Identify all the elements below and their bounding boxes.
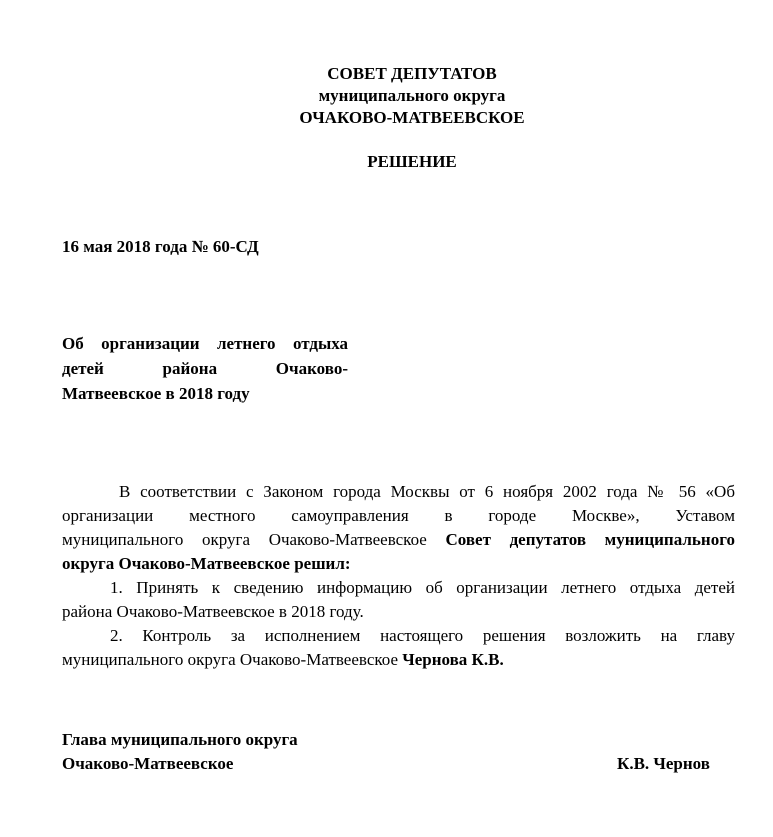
- signature-title: [62, 728, 298, 776]
- decision-subject: [62, 331, 348, 406]
- decision-date-number: 16 мая 2018 года № 60-СД: [62, 237, 259, 256]
- body-line: В соответствии с Законом города Москвы от 6 ноября 2002 года № 56 «Об: [119, 482, 735, 501]
- decision-item-2: 2. Контроль за исполнением настоящего решения возложить на главу: [110, 626, 735, 645]
- decision-item-1: 1. Принять к сведению информацию об организации летнего отдыха детей: [110, 578, 735, 597]
- council-name: СОВЕТ ДЕПУТАТОВ: [327, 64, 497, 83]
- body-line: организации местного самоуправления в городе Москве», Уставом: [62, 506, 735, 525]
- signature-title-line: Глава муниципального округа: [62, 730, 298, 749]
- subject-line: Матвеевское в 2018 году: [62, 384, 250, 403]
- decision-item-1-cont: района Очаково-Матвеевское в 2018 году.: [62, 602, 364, 621]
- subject-line: детей района Очаково-: [62, 359, 348, 378]
- council-resolved-text: Совет депутатов муниципального: [445, 530, 735, 549]
- signature-name: К.В. Чернов: [617, 754, 710, 773]
- decision-title: РЕШЕНИЕ: [367, 152, 457, 171]
- district-name: ОЧАКОВО-МАТВЕЕВСКОЕ: [299, 108, 525, 127]
- district-label: муниципального округа: [318, 86, 506, 105]
- council-resolved-text: округа Очаково-Матвеевское решил:: [62, 554, 351, 573]
- body-line: [62, 528, 735, 552]
- document-header: [62, 63, 762, 129]
- decision-body: [62, 480, 735, 672]
- subject-line: Об организации летнего отдыха: [62, 334, 348, 353]
- body-text: муниципального округа Очаково-Матвеевское: [62, 530, 446, 549]
- responsible-person: Чернова К.В.: [402, 650, 504, 669]
- body-text: муниципального округа Очаково-Матвеевское: [62, 650, 403, 669]
- decision-item-2-cont: [62, 648, 735, 672]
- signature-title-line: Очаково-Матвеевское: [62, 754, 234, 773]
